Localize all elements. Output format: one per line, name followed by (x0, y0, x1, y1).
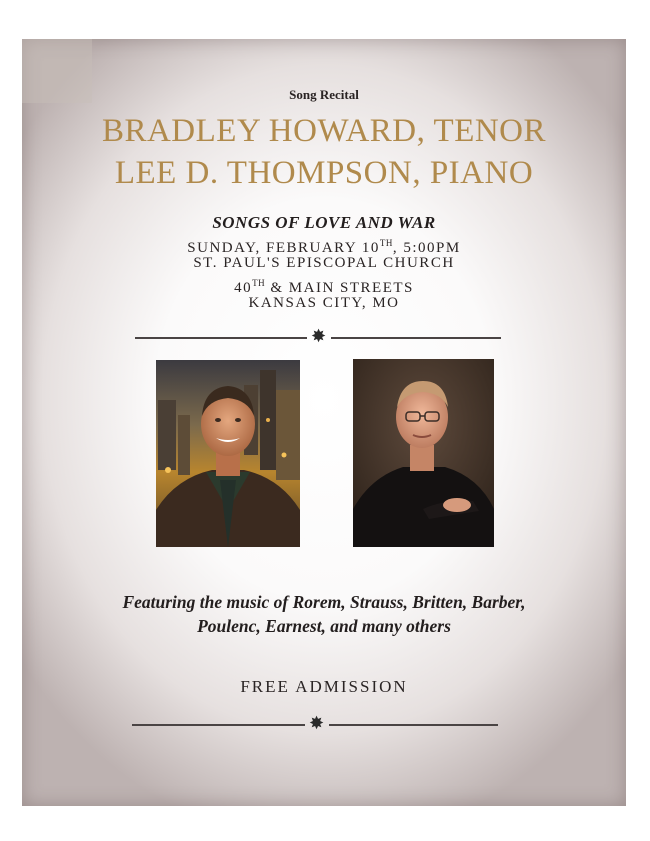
admission-note: FREE ADMISSION (240, 677, 408, 696)
performer-tenor: BRADLEY HOWARD, TENOR (101, 113, 547, 149)
star-ornament-icon: ✸ (311, 326, 327, 347)
venue-city: KANSAS CITY, MO (248, 295, 400, 311)
pianist-photo (353, 359, 494, 547)
event-type-label: Song Recital (289, 87, 359, 102)
performer-piano: LEE D. THOMPSON, PIANO (114, 155, 534, 191)
street-rest: & MAIN STREETS (265, 280, 414, 296)
venue-name: ST. PAUL'S EPISCOPAL CHURCH (193, 255, 455, 271)
featuring-line-1: Featuring the music of Rorem, Strauss, Britten, Barber, (122, 592, 526, 612)
star-ornament-icon: ✸ (309, 713, 325, 734)
date-time: , 5:00PM (392, 240, 461, 256)
date-prefix: SUNDAY, FEBRUARY 10 (187, 240, 380, 256)
bottom-divider (132, 713, 498, 734)
street-number: 40 (234, 280, 253, 296)
top-divider (135, 326, 501, 347)
featuring-line-2: Poulenc, Earnest, and many others (197, 616, 451, 636)
street-ordinal: TH (252, 278, 266, 288)
recital-poster (22, 39, 626, 806)
program-title: SONGS OF LOVE AND WAR (212, 213, 436, 232)
tenor-photo (156, 360, 300, 547)
date-ordinal: TH (379, 238, 393, 248)
